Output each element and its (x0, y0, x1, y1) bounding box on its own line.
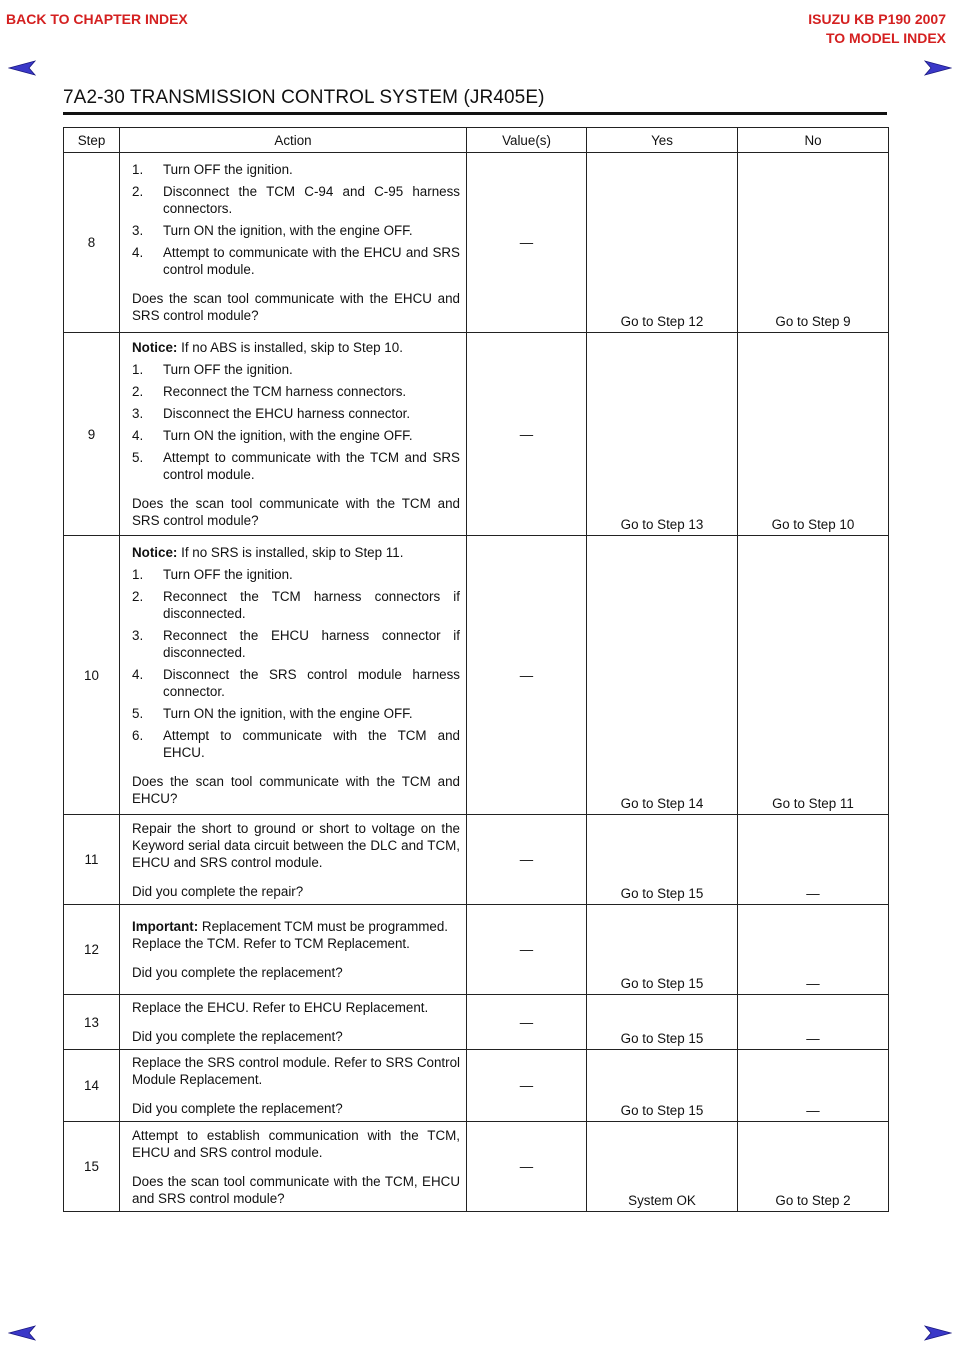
list-item (132, 183, 460, 217)
value-cell: — (467, 1122, 587, 1212)
list-item-number: 4. (132, 666, 144, 682)
no-result: — (806, 1103, 820, 1118)
table-row (64, 905, 889, 995)
column-header-no: No (738, 128, 889, 153)
value-cell: — (467, 995, 587, 1050)
no-result: — (806, 886, 820, 901)
list-item-number: 2. (132, 384, 144, 399)
yes-cell (587, 1050, 738, 1122)
list-item (132, 627, 460, 661)
action-text: Attempt to establish communication with the TCM, EHCU and SRS control module. (132, 1127, 460, 1160)
important-label: Important: (132, 919, 199, 934)
yes-cell (587, 1122, 738, 1212)
no-cell (738, 1050, 889, 1122)
list-item (132, 222, 460, 239)
previous-page-arrow-icon[interactable] (8, 60, 36, 76)
table-row (64, 815, 889, 905)
action-question: Does the scan tool communicate with the TCM and SRS control module? (132, 496, 460, 528)
list-item-text: Reconnect the EHCU harness connector if disconnected. (163, 627, 460, 660)
action-question: Did you complete the replacement? (132, 1029, 343, 1044)
next-page-arrow-icon[interactable] (924, 60, 952, 76)
value-cell: — (467, 536, 587, 815)
list-item-text: Reconnect the TCM harness connectors. (163, 384, 407, 399)
value-cell: — (467, 1050, 587, 1122)
list-item-number: 4. (132, 245, 144, 260)
step-number: 15 (64, 1122, 120, 1212)
previous-page-arrow-icon[interactable] (8, 1325, 36, 1341)
yes-result: Go to Step 15 (620, 886, 704, 901)
list-item-number: 3. (132, 223, 144, 238)
action-steps-list (132, 361, 460, 483)
step-number: 13 (64, 995, 120, 1050)
column-header-step: Step (64, 128, 120, 153)
back-to-chapter-index-link[interactable]: BACK TO CHAPTER INDEX (6, 11, 188, 27)
no-result: — (806, 976, 820, 991)
yes-result: Go to Step 12 (620, 314, 704, 329)
list-item-number: 6. (132, 727, 144, 743)
header-divider (63, 112, 887, 115)
step-number: 11 (64, 815, 120, 905)
list-item (132, 405, 460, 422)
notice-label: Notice: (132, 340, 178, 355)
table-row (64, 333, 889, 536)
list-item (132, 588, 460, 622)
list-item-number: 5. (132, 450, 144, 465)
next-page-arrow-icon[interactable] (924, 1325, 952, 1341)
list-item-number: 1. (132, 162, 144, 177)
list-item-number: 2. (132, 184, 144, 199)
action-text: Repair the short to ground or short to voltage on the Keyword serial data circuit between the DLC and TCM, EHCU and SRS control module. (132, 820, 460, 870)
list-item-number: 5. (132, 705, 144, 721)
action-question: Does the scan tool communicate with the TCM, EHCU and SRS control module? (132, 1173, 460, 1206)
model-title-link[interactable]: ISUZU KB P190 2007 (808, 11, 946, 27)
no-result: — (806, 1031, 820, 1046)
action-steps-list (132, 161, 460, 278)
step-number: 10 (64, 536, 120, 815)
yes-cell (587, 995, 738, 1050)
column-header-yes: Yes (587, 128, 738, 153)
list-item-number: 4. (132, 428, 144, 443)
action-question: Does the scan tool communicate with the TCM and EHCU? (132, 773, 460, 806)
no-cell (738, 153, 889, 333)
action-text: Replace the SRS control module. Refer to SRS Control Module Replacement. (132, 1055, 460, 1087)
yes-cell (587, 905, 738, 995)
action-cell (120, 536, 467, 815)
list-item-text: Disconnect the EHCU harness connector. (163, 406, 411, 421)
list-item-text: Disconnect the SRS control module harness connector. (163, 666, 460, 699)
list-item-text: Turn ON the ignition, with the engine OFF. (163, 223, 413, 238)
no-result: Go to Step 10 (771, 517, 855, 532)
step-number: 9 (64, 333, 120, 536)
value-cell: — (467, 153, 587, 333)
no-result: Go to Step 2 (775, 1193, 851, 1208)
action-cell (120, 153, 467, 333)
table-row (64, 153, 889, 333)
yes-result: Go to Step 15 (620, 976, 704, 991)
yes-result: Go to Step 15 (620, 1103, 704, 1118)
action-cell (120, 1122, 467, 1212)
list-item (132, 383, 460, 400)
list-item-text: Turn OFF the ignition. (163, 566, 293, 582)
notice-label: Notice: (132, 544, 178, 560)
table-row (64, 536, 889, 815)
action-cell (120, 905, 467, 995)
no-cell (738, 1122, 889, 1212)
diagnostic-table (63, 127, 889, 1212)
list-item (132, 727, 460, 761)
action-question: Did you complete the repair? (132, 883, 304, 899)
yes-cell (587, 153, 738, 333)
action-cell (120, 1050, 467, 1122)
list-item (132, 361, 460, 378)
page-title: 7A2-30 TRANSMISSION CONTROL SYSTEM (JR405E) (63, 87, 545, 108)
yes-cell (587, 333, 738, 536)
important-text: Replacement TCM must be programmed. (198, 919, 449, 934)
list-item (132, 427, 460, 444)
action-cell (120, 815, 467, 905)
list-item-number: 3. (132, 627, 144, 643)
list-item-text: Attempt to communicate with the TCM and SRS control module. (163, 450, 460, 482)
list-item-number: 3. (132, 406, 144, 421)
list-item-text: Reconnect the TCM harness connectors if disconnected. (163, 588, 460, 621)
action-question: Does the scan tool communicate with the EHCU and SRS control module? (132, 291, 460, 323)
column-header-values: Value(s) (467, 128, 587, 153)
no-cell (738, 815, 889, 905)
to-model-index-link[interactable]: TO MODEL INDEX (825, 30, 946, 46)
no-result: Go to Step 9 (775, 314, 851, 329)
yes-result: Go to Step 15 (620, 1031, 704, 1046)
yes-cell (587, 536, 738, 815)
yes-cell (587, 815, 738, 905)
column-header-action: Action (120, 128, 467, 153)
list-item (132, 566, 460, 583)
list-item-text: Turn OFF the ignition. (163, 162, 293, 177)
list-item-number: 2. (132, 588, 144, 604)
action-question: Did you complete the replacement? (132, 965, 343, 980)
table-header-row (64, 128, 889, 153)
step-number: 14 (64, 1050, 120, 1122)
table-row (64, 995, 889, 1050)
value-cell: — (467, 333, 587, 536)
no-cell (738, 995, 889, 1050)
list-item-text: Turn ON the ignition, with the engine OFF. (163, 705, 413, 721)
list-item-text: Disconnect the TCM C-94 and C-95 harness connectors. (163, 184, 460, 216)
action-text: Replace the TCM. Refer to TCM Replacement. (132, 936, 410, 951)
no-cell (738, 333, 889, 536)
value-cell: — (467, 815, 587, 905)
action-steps-list (132, 566, 460, 761)
yes-result: Go to Step 14 (620, 796, 704, 811)
list-item-text: Turn ON the ignition, with the engine OFF. (163, 428, 413, 443)
list-item-number: 1. (132, 362, 144, 377)
action-cell (120, 995, 467, 1050)
no-result: Go to Step 11 (772, 796, 854, 811)
list-item (132, 666, 460, 700)
value-cell: — (467, 905, 587, 995)
list-item (132, 244, 460, 278)
no-cell (738, 536, 889, 815)
list-item-number: 1. (132, 566, 144, 582)
list-item (132, 161, 460, 178)
list-item-text: Attempt to communicate with the EHCU and SRS control module. (163, 245, 460, 277)
table-row (64, 1050, 889, 1122)
yes-result: Go to Step 13 (620, 517, 704, 532)
list-item-text: Turn OFF the ignition. (163, 362, 293, 377)
no-cell (738, 905, 889, 995)
step-number: 12 (64, 905, 120, 995)
list-item-text: Attempt to communicate with the TCM and EHCU. (163, 727, 460, 760)
notice-text: If no SRS is installed, skip to Step 11. (177, 544, 404, 560)
list-item (132, 705, 460, 722)
notice-text: If no ABS is installed, skip to Step 10. (177, 340, 403, 355)
list-item (132, 449, 460, 483)
table-row (64, 1122, 889, 1212)
action-cell (120, 333, 467, 536)
action-question: Did you complete the replacement? (132, 1101, 343, 1116)
action-text: Replace the EHCU. Refer to EHCU Replacement. (132, 1000, 429, 1015)
step-number: 8 (64, 153, 120, 333)
yes-result: System OK (628, 1193, 696, 1208)
